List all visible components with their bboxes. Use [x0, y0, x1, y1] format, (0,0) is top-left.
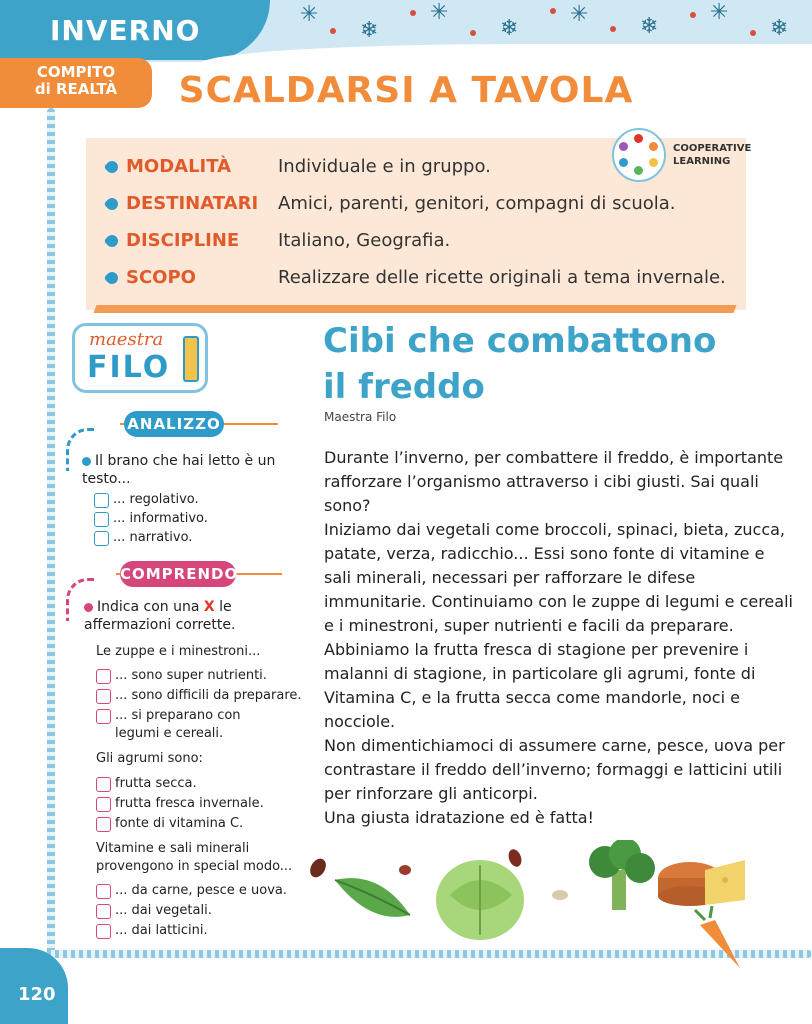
- cooperative-learning-icon: [612, 128, 666, 182]
- page-number: 120: [0, 948, 68, 1024]
- analizzo-tag: ANALIZZO: [124, 411, 224, 437]
- cooperative-learning-label: [673, 142, 751, 168]
- article-body: [324, 446, 794, 830]
- comprendo-option[interactable]: [96, 922, 208, 940]
- season-label: INVERNO: [50, 14, 201, 47]
- cabbage-icon: [436, 860, 524, 940]
- checkbox[interactable]: [96, 884, 111, 899]
- berry-decoration: [470, 30, 476, 36]
- comprendo-option[interactable]: [96, 775, 197, 793]
- info-key: DESTINATARI: [126, 193, 259, 214]
- option-label: ... regolativo.: [113, 492, 199, 507]
- option-label: fonte di vitamina C.: [115, 816, 244, 831]
- header-wave: [200, 44, 812, 62]
- info-row: [106, 156, 491, 177]
- maestra-name: FILO: [87, 350, 171, 385]
- drop-bullet-icon: [104, 232, 121, 249]
- drop-bullet-icon: [104, 195, 121, 212]
- coop-line2: LEARNING: [673, 156, 731, 167]
- comprendo-group-heading: Vitamine e sali minerali provengono in special modo...: [96, 841, 293, 874]
- comprendo-option[interactable]: [96, 815, 243, 833]
- article-author: Maestra Filo: [324, 410, 397, 424]
- checkbox[interactable]: [94, 531, 109, 546]
- checkbox[interactable]: [96, 904, 111, 919]
- analizzo-option[interactable]: [94, 529, 192, 547]
- berry-decoration: [410, 10, 416, 16]
- article-paragraph: Durante l’inverno, per combattere il freddo, è importante rafforzare l’organismo attraverso i cibi giusti. Sai quali sono?: [324, 448, 784, 515]
- berry-decoration: [330, 28, 336, 34]
- comprendo-option[interactable]: [96, 795, 264, 813]
- carrot-icon: [695, 906, 740, 968]
- comprendo-question-after: le affermazioni corrette.: [84, 599, 236, 633]
- broccoli-icon: [589, 840, 655, 910]
- comprendo-option[interactable]: [96, 902, 212, 920]
- option-label: ... si preparano con legumi e cereali.: [115, 708, 241, 741]
- info-key: SCOPO: [126, 267, 196, 288]
- comprendo-option[interactable]: [96, 707, 288, 743]
- checkbox[interactable]: [96, 924, 111, 939]
- question-bullet-icon: [82, 457, 91, 466]
- berry-decoration: [690, 12, 696, 18]
- option-label: ... dai latticini.: [115, 923, 208, 938]
- twig-decoration: ✳: [430, 0, 449, 25]
- info-key: MODALITÀ: [126, 156, 232, 177]
- twig-decoration: ✳: [570, 2, 589, 27]
- checkbox[interactable]: [96, 689, 111, 704]
- info-box-underline: [94, 305, 737, 313]
- coop-line1: COOPERATIVE: [673, 143, 752, 154]
- option-label: ... da carne, pesce e uova.: [115, 883, 288, 898]
- maestra-script: maestra: [89, 329, 164, 350]
- x-mark-icon: X: [203, 599, 215, 615]
- checkbox[interactable]: [94, 493, 109, 508]
- person-dot: [634, 134, 643, 143]
- comprendo-question-before: Indica con una: [97, 599, 200, 615]
- checkbox[interactable]: [96, 797, 111, 812]
- twig-decoration: ❄: [500, 16, 519, 41]
- comprendo-group-heading: Le zuppe e i minestroni...: [96, 644, 261, 659]
- twig-decoration: ❄: [640, 14, 659, 39]
- checkbox[interactable]: [96, 777, 111, 792]
- drop-bullet-icon: [104, 158, 121, 175]
- berry-decoration: [610, 26, 616, 32]
- article-paragraph: Non dimentichiamoci di assumere carne, pesce, uova per contrastare il freddo dell’inverno; formaggi e latticini utili per rinforzare gli anticorpi.: [324, 736, 785, 803]
- info-value: Amici, parenti, genitori, compagni di scuola.: [278, 193, 676, 214]
- berry-decoration: [550, 8, 556, 14]
- comprendo-group-heading: Gli agrumi sono:: [96, 751, 203, 766]
- compito-badge-line1: COMPITO: [36, 63, 116, 81]
- berry-decoration: [750, 30, 756, 36]
- analizzo-question-text: Il brano che hai letto è un testo...: [82, 453, 276, 487]
- pencil-icon: [183, 336, 199, 382]
- comprendo-option[interactable]: [96, 882, 287, 900]
- article-paragraph: Una giusta idratazione ed è fatta!: [324, 808, 594, 827]
- person-dot: [649, 142, 658, 151]
- person-dot: [634, 166, 643, 175]
- article-paragraph: Iniziamo dai vegetali come broccoli, spinaci, bieta, zucca, patate, verza, radicchio... Essi sono fonte di vitamine e sali minerali, necessari per rafforzare le difese immunitarie. Continuiamo con le zuppe di legumi e cereali e i minestroni, super nutrienti e facili da preparare. Abbiniamo la frutta fresca di stagione per prevenire i malanni di stagione, in particolare gli agrumi, fonte di Vitamina C, e la frutta secca come mandorle, noci e nocciole.: [324, 520, 793, 731]
- twig-decoration: ❄: [770, 16, 789, 41]
- option-label: frutta fresca invernale.: [115, 796, 264, 811]
- comprendo-option[interactable]: [96, 687, 302, 705]
- person-dot: [619, 158, 628, 167]
- info-value: Italiano, Geografia.: [278, 230, 451, 251]
- option-label: ... sono difficili da preparare.: [115, 688, 302, 703]
- question-bullet-icon: [84, 603, 93, 612]
- option-label: frutta secca.: [115, 776, 197, 791]
- article-title-line2: il freddo: [323, 367, 485, 407]
- cheese-icon: [658, 860, 745, 906]
- info-key: DISCIPLINE: [126, 230, 240, 251]
- checkbox[interactable]: [96, 709, 111, 724]
- analizzo-option[interactable]: [94, 510, 208, 528]
- analizzo-option[interactable]: [94, 491, 199, 509]
- option-label: ... informativo.: [113, 511, 208, 526]
- person-dot: [649, 158, 658, 167]
- maestra-filo-logo: [72, 323, 208, 393]
- twig-decoration: ✳: [710, 0, 729, 25]
- twig-decoration: ✳: [300, 2, 319, 27]
- food-illustration: [300, 840, 800, 970]
- page-title: SCALDARSI A TAVOLA: [178, 70, 634, 111]
- comprendo-question: [84, 598, 284, 634]
- drop-bullet-icon: [104, 269, 121, 286]
- article-title: [323, 318, 783, 410]
- person-dot: [619, 142, 628, 151]
- info-row: [106, 267, 726, 288]
- info-row: [106, 230, 450, 251]
- option-label: ... narrativo.: [113, 530, 193, 545]
- comprendo-option[interactable]: [96, 667, 267, 685]
- checkbox[interactable]: [96, 669, 111, 684]
- checkbox[interactable]: [96, 817, 111, 832]
- dotted-border-left: [47, 108, 55, 958]
- spinach-leaf-icon: [335, 878, 410, 917]
- checkbox[interactable]: [94, 512, 109, 527]
- comprendo-tag: COMPRENDO: [120, 561, 236, 587]
- info-value: Individuale e in gruppo.: [278, 156, 491, 177]
- option-label: ... dai vegetali.: [115, 903, 212, 918]
- analizzo-question: [82, 452, 282, 488]
- option-label: ... sono super nutrienti.: [115, 668, 267, 683]
- compito-badge-line2: di REALTÀ: [34, 80, 118, 98]
- article-title-line1: Cibi che combattono: [323, 321, 717, 361]
- twig-decoration: ❄: [360, 18, 379, 43]
- info-row: [106, 193, 676, 214]
- info-value: Realizzare delle ricette originali a tema invernale.: [278, 267, 726, 288]
